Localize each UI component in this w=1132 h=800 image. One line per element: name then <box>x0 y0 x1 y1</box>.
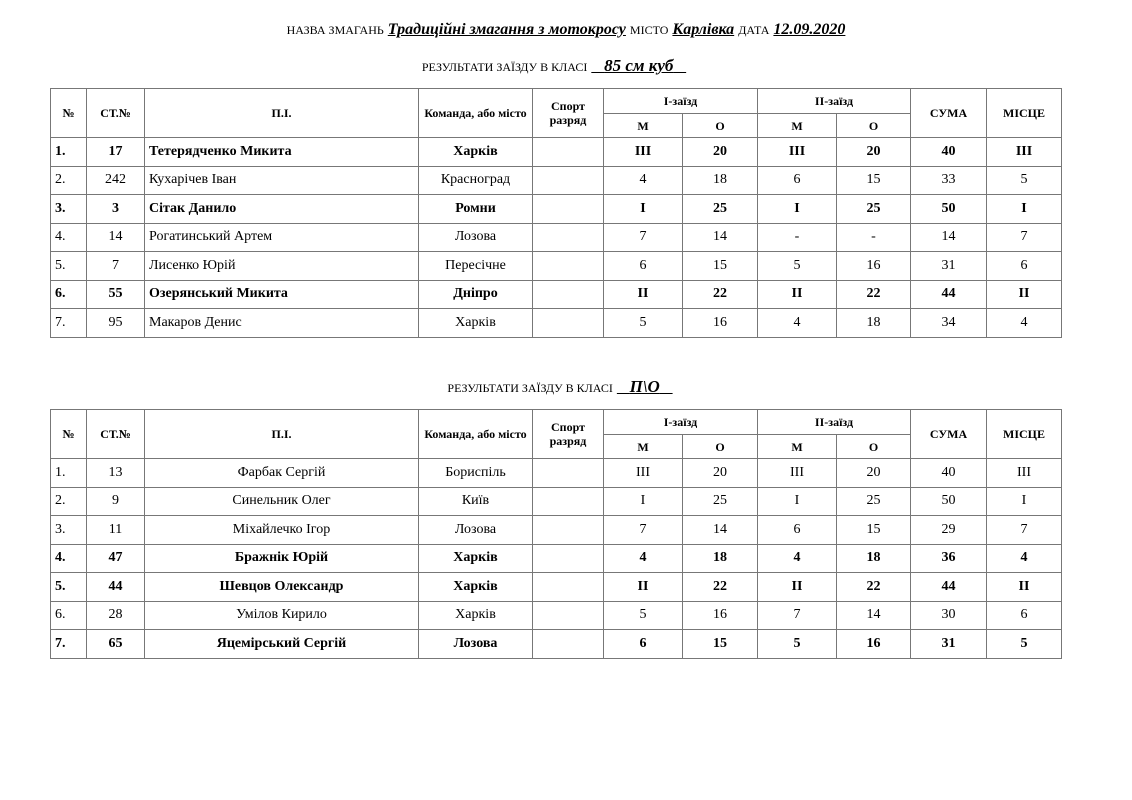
sport-rank-cell <box>533 309 604 338</box>
start-number-cell: 44 <box>87 573 145 602</box>
col-team: Команда, або місто <box>419 89 533 138</box>
race1-o-cell: 25 <box>683 195 758 224</box>
sum-cell: 44 <box>911 280 987 309</box>
place-cell: І <box>987 487 1062 516</box>
start-number-cell: 28 <box>87 601 145 630</box>
table-row <box>51 309 1062 338</box>
sport-rank-cell <box>533 630 604 659</box>
row-num-cell: 5. <box>51 573 87 602</box>
sport-rank-cell <box>533 166 604 195</box>
race1-m-cell: 4 <box>604 166 683 195</box>
team-cell: Харків <box>419 601 533 630</box>
sport-rank-cell <box>533 516 604 545</box>
race2-m-cell: 4 <box>758 309 837 338</box>
rider-name-cell: Лисенко Юрій <box>145 252 419 281</box>
results-label: РЕЗУЛЬТАТИ ЗАЇЗДУ В КЛАСІ <box>447 381 613 395</box>
sum-cell: 33 <box>911 166 987 195</box>
team-cell: Харків <box>419 573 533 602</box>
col-place: МІСЦЕ <box>987 89 1062 138</box>
race1-o-cell: 15 <box>683 630 758 659</box>
place-cell: ІІІ <box>987 138 1062 167</box>
row-num-cell: 1. <box>51 138 87 167</box>
team-cell: Дніпро <box>419 280 533 309</box>
city: Карлівка <box>672 21 735 38</box>
place-cell: ІІ <box>987 573 1062 602</box>
col-rank: Спорт разряд <box>533 410 604 459</box>
race2-o-cell: 22 <box>837 573 911 602</box>
race1-m-cell: 6 <box>604 252 683 281</box>
race1-m-cell: ІІ <box>604 573 683 602</box>
team-cell: Лозова <box>419 630 533 659</box>
sport-rank-cell <box>533 544 604 573</box>
col-race2-m: М <box>758 114 837 138</box>
sum-cell: 36 <box>911 544 987 573</box>
competition-header <box>0 21 1132 39</box>
table-row <box>51 601 1062 630</box>
rider-name-cell: Шевцов Олександр <box>145 573 419 602</box>
table-row <box>51 544 1062 573</box>
start-number-cell: 7 <box>87 252 145 281</box>
race2-m-cell: І <box>758 195 837 224</box>
sport-rank-cell <box>533 573 604 602</box>
race2-m-cell: 7 <box>758 601 837 630</box>
row-num-cell: 6. <box>51 280 87 309</box>
class-title-2 <box>0 377 1126 397</box>
rider-name-cell: Синельник Олег <box>145 487 419 516</box>
place-cell: І <box>987 195 1062 224</box>
date-label: ДАТА <box>738 23 770 37</box>
rider-name-cell: Тетерядченко Микита <box>145 138 419 167</box>
results-table-po <box>50 409 1062 659</box>
name-label: НАЗВА ЗМАГАНЬ <box>286 23 384 37</box>
start-number-cell: 17 <box>87 138 145 167</box>
col-name: П.І. <box>145 89 419 138</box>
place-cell: 6 <box>987 601 1062 630</box>
race2-m-cell: 5 <box>758 252 837 281</box>
start-number-cell: 65 <box>87 630 145 659</box>
col-start-number: СТ.№ <box>87 410 145 459</box>
sport-rank-cell <box>533 138 604 167</box>
table-row <box>51 280 1062 309</box>
place-cell: 7 <box>987 516 1062 545</box>
row-num-cell: 6. <box>51 601 87 630</box>
sport-rank-cell <box>533 223 604 252</box>
row-num-cell: 3. <box>51 195 87 224</box>
row-num-cell: 5. <box>51 252 87 281</box>
class-name: П\О <box>629 377 660 396</box>
results-label: РЕЗУЛЬТАТИ ЗАЇЗДУ В КЛАСІ <box>421 60 588 74</box>
sport-rank-cell <box>533 195 604 224</box>
table-row <box>51 459 1062 488</box>
place-cell: 5 <box>987 630 1062 659</box>
start-number-cell: 95 <box>87 309 145 338</box>
sum-cell: 31 <box>911 630 987 659</box>
class-name: 85 см куб <box>604 56 674 75</box>
team-cell: Ромни <box>419 195 533 224</box>
col-rank: Спорт разряд <box>533 89 604 138</box>
race1-m-cell: І <box>604 487 683 516</box>
table-row <box>51 138 1062 167</box>
col-race-2: ІІ-заїзд <box>758 410 911 435</box>
race1-o-cell: 14 <box>683 223 758 252</box>
sum-cell: 40 <box>911 138 987 167</box>
race2-m-cell: ІІІ <box>758 459 837 488</box>
rider-name-cell: Фарбак Сергій <box>145 459 419 488</box>
race2-m-cell: 4 <box>758 544 837 573</box>
race1-m-cell: ІІІ <box>604 138 683 167</box>
table-row <box>51 166 1062 195</box>
rider-name-cell: Умілов Кирило <box>145 601 419 630</box>
col-race-1: І-заїзд <box>604 410 758 435</box>
sport-rank-cell <box>533 601 604 630</box>
sum-cell: 29 <box>911 516 987 545</box>
row-num-cell: 4. <box>51 544 87 573</box>
start-number-cell: 55 <box>87 280 145 309</box>
team-cell: Бориспіль <box>419 459 533 488</box>
race2-o-cell: 20 <box>837 138 911 167</box>
race2-o-cell: 16 <box>837 630 911 659</box>
city-label: МІСТО <box>629 23 669 37</box>
col-race2-o: О <box>837 435 911 459</box>
place-cell: 4 <box>987 544 1062 573</box>
race2-m-cell: 5 <box>758 630 837 659</box>
col-race-2: ІІ-заїзд <box>758 89 911 114</box>
race2-m-cell: ІІІ <box>758 138 837 167</box>
col-race1-o: О <box>683 435 758 459</box>
race1-m-cell: І <box>604 195 683 224</box>
col-num: № <box>51 89 87 138</box>
race1-o-cell: 15 <box>683 252 758 281</box>
sum-cell: 44 <box>911 573 987 602</box>
sum-cell: 40 <box>911 459 987 488</box>
team-cell: Лозова <box>419 223 533 252</box>
col-place: МІСЦЕ <box>987 410 1062 459</box>
sum-cell: 34 <box>911 309 987 338</box>
class-title-1 <box>0 56 1120 76</box>
race2-m-cell: ІІ <box>758 280 837 309</box>
race1-m-cell: 7 <box>604 223 683 252</box>
row-num-cell: 7. <box>51 309 87 338</box>
race1-m-cell: ІІ <box>604 280 683 309</box>
col-team: Команда, або місто <box>419 410 533 459</box>
race1-m-cell: 7 <box>604 516 683 545</box>
sum-cell: 31 <box>911 252 987 281</box>
rider-name-cell: Яцемірський Сергій <box>145 630 419 659</box>
col-num: № <box>51 410 87 459</box>
date: 12.09.2020 <box>773 21 846 38</box>
race1-o-cell: 16 <box>683 601 758 630</box>
race1-m-cell: 6 <box>604 630 683 659</box>
rider-name-cell: Озерянський Микита <box>145 280 419 309</box>
competition-name: Традиційні змагання з мотокросу <box>387 21 626 38</box>
sport-rank-cell <box>533 280 604 309</box>
race2-m-cell: - <box>758 223 837 252</box>
race2-o-cell: - <box>837 223 911 252</box>
start-number-cell: 242 <box>87 166 145 195</box>
place-cell: 5 <box>987 166 1062 195</box>
race2-o-cell: 15 <box>837 516 911 545</box>
race1-m-cell: 5 <box>604 601 683 630</box>
race1-o-cell: 25 <box>683 487 758 516</box>
race2-o-cell: 25 <box>837 195 911 224</box>
place-cell: 7 <box>987 223 1062 252</box>
col-start-number: СТ.№ <box>87 89 145 138</box>
rider-name-cell: Сітак Данило <box>145 195 419 224</box>
race2-o-cell: 15 <box>837 166 911 195</box>
race1-o-cell: 20 <box>683 459 758 488</box>
row-num-cell: 3. <box>51 516 87 545</box>
race2-m-cell: ІІ <box>758 573 837 602</box>
rider-name-cell: Рогатинський Артем <box>145 223 419 252</box>
results-table-85cc <box>50 88 1062 338</box>
start-number-cell: 3 <box>87 195 145 224</box>
race1-o-cell: 18 <box>683 544 758 573</box>
row-num-cell: 1. <box>51 459 87 488</box>
col-race1-m: М <box>604 435 683 459</box>
race1-o-cell: 20 <box>683 138 758 167</box>
col-sum: СУМА <box>911 89 987 138</box>
team-cell: Київ <box>419 487 533 516</box>
team-cell: Харків <box>419 138 533 167</box>
place-cell: ІІ <box>987 280 1062 309</box>
sum-cell: 14 <box>911 223 987 252</box>
race2-m-cell: 6 <box>758 166 837 195</box>
row-num-cell: 2. <box>51 487 87 516</box>
col-race-1: І-заїзд <box>604 89 758 114</box>
race2-o-cell: 18 <box>837 309 911 338</box>
sum-cell: 50 <box>911 195 987 224</box>
start-number-cell: 47 <box>87 544 145 573</box>
race2-o-cell: 22 <box>837 280 911 309</box>
table-row <box>51 223 1062 252</box>
start-number-cell: 9 <box>87 487 145 516</box>
sport-rank-cell <box>533 459 604 488</box>
team-cell: Харків <box>419 544 533 573</box>
rider-name-cell: Макаров Денис <box>145 309 419 338</box>
place-cell: ІІІ <box>987 459 1062 488</box>
table-row <box>51 487 1062 516</box>
race1-o-cell: 22 <box>683 573 758 602</box>
race2-o-cell: 14 <box>837 601 911 630</box>
race1-o-cell: 18 <box>683 166 758 195</box>
col-race1-o: О <box>683 114 758 138</box>
team-cell: Пересічне <box>419 252 533 281</box>
race1-m-cell: 5 <box>604 309 683 338</box>
col-race2-o: О <box>837 114 911 138</box>
col-sum: СУМА <box>911 410 987 459</box>
team-cell: Красноград <box>419 166 533 195</box>
rider-name-cell: Бражнік Юрій <box>145 544 419 573</box>
col-race1-m: М <box>604 114 683 138</box>
race1-m-cell: 4 <box>604 544 683 573</box>
sport-rank-cell <box>533 487 604 516</box>
race2-o-cell: 20 <box>837 459 911 488</box>
race2-o-cell: 18 <box>837 544 911 573</box>
col-name: П.І. <box>145 410 419 459</box>
race1-o-cell: 22 <box>683 280 758 309</box>
race1-m-cell: ІІІ <box>604 459 683 488</box>
col-race2-m: М <box>758 435 837 459</box>
race1-o-cell: 14 <box>683 516 758 545</box>
sum-cell: 50 <box>911 487 987 516</box>
table-row <box>51 516 1062 545</box>
team-cell: Харків <box>419 309 533 338</box>
row-num-cell: 2. <box>51 166 87 195</box>
table-row <box>51 252 1062 281</box>
rider-name-cell: Кухарічев Іван <box>145 166 419 195</box>
start-number-cell: 11 <box>87 516 145 545</box>
sport-rank-cell <box>533 252 604 281</box>
place-cell: 4 <box>987 309 1062 338</box>
start-number-cell: 14 <box>87 223 145 252</box>
rider-name-cell: Міхайлечко Ігор <box>145 516 419 545</box>
race2-m-cell: 6 <box>758 516 837 545</box>
row-num-cell: 7. <box>51 630 87 659</box>
row-num-cell: 4. <box>51 223 87 252</box>
table-row <box>51 195 1062 224</box>
start-number-cell: 13 <box>87 459 145 488</box>
race2-m-cell: І <box>758 487 837 516</box>
table-row <box>51 573 1062 602</box>
race1-o-cell: 16 <box>683 309 758 338</box>
team-cell: Лозова <box>419 516 533 545</box>
sum-cell: 30 <box>911 601 987 630</box>
place-cell: 6 <box>987 252 1062 281</box>
table-row <box>51 630 1062 659</box>
race2-o-cell: 25 <box>837 487 911 516</box>
race2-o-cell: 16 <box>837 252 911 281</box>
